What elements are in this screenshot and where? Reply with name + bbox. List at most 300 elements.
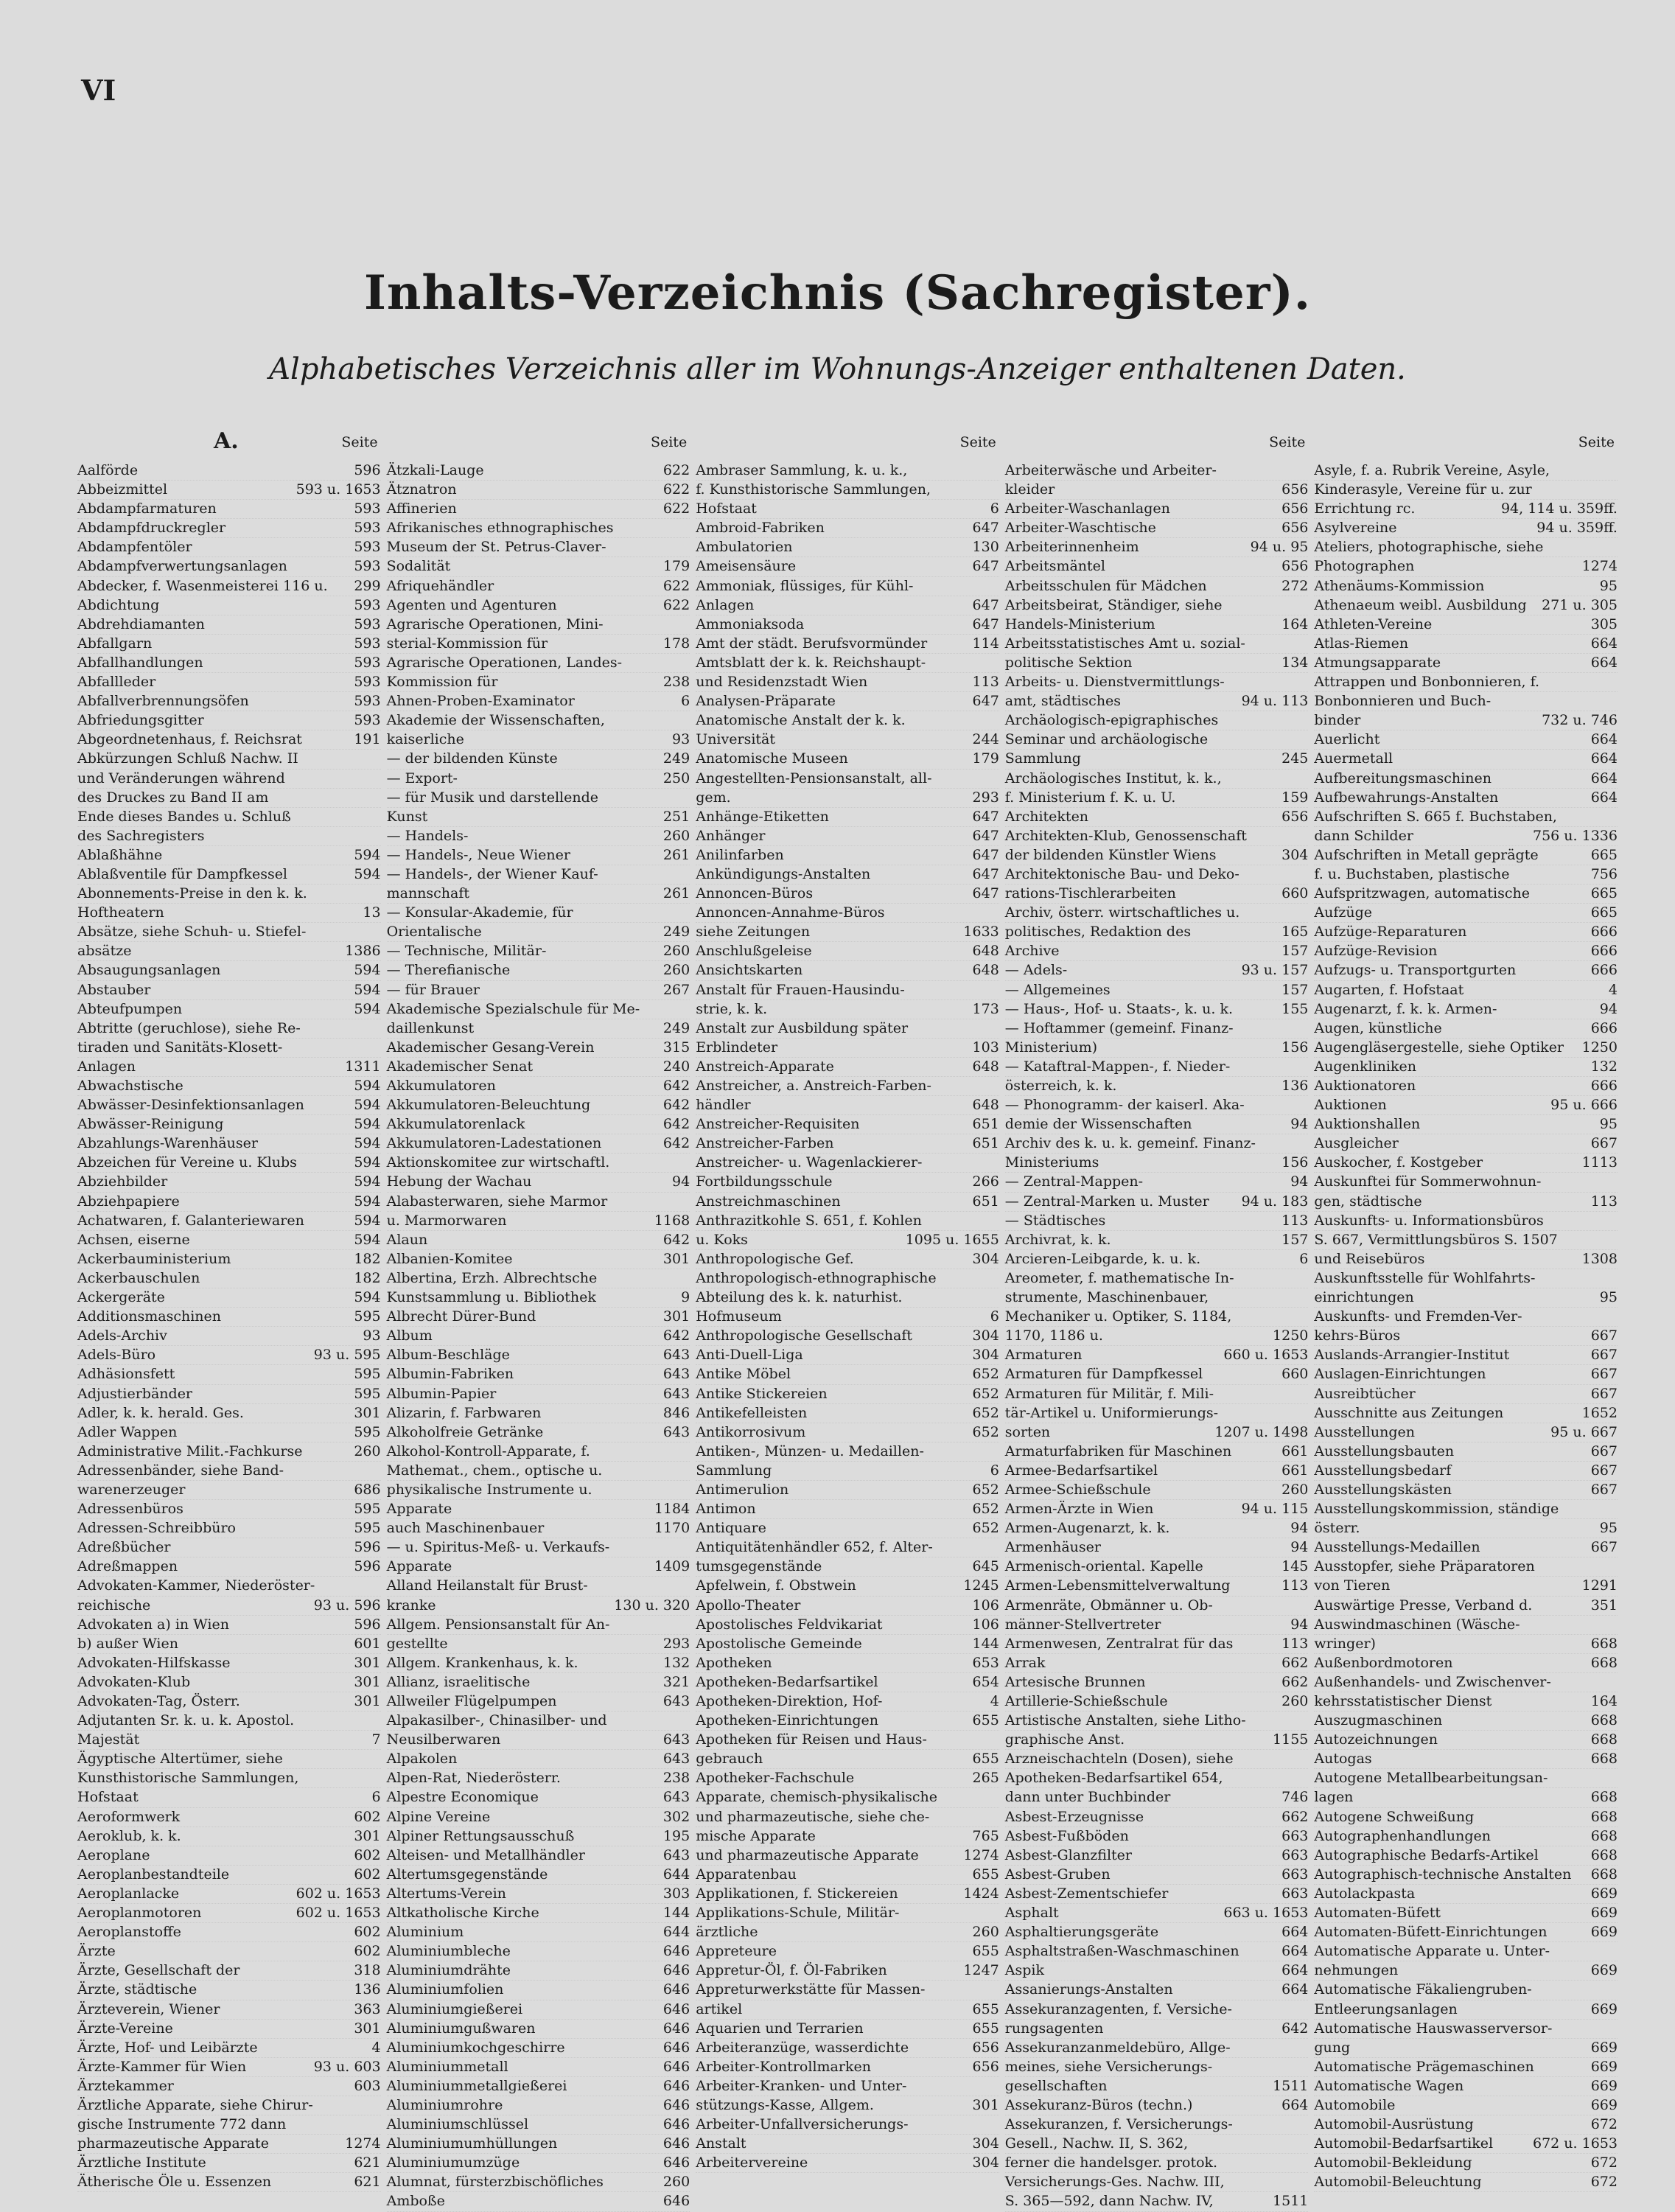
seite-label: Seite xyxy=(959,434,996,450)
index-entry xyxy=(696,1577,999,1596)
index-columns xyxy=(77,428,1618,2210)
entry-term: dann unter Buchbinder xyxy=(1004,1789,1171,1806)
entry-term: Augenkliniken xyxy=(1314,1058,1416,1075)
entry-page-number xyxy=(1304,1269,1308,1288)
entry-page-number: 646 xyxy=(662,2000,690,2017)
entry-term: Universität xyxy=(696,731,775,748)
entry-page-number: 132 xyxy=(662,1654,690,1671)
entry-page-number: 594 xyxy=(354,1193,381,1210)
entry-term: Automatische Hauswasserversor- xyxy=(1314,2020,1553,2037)
entry-term: Auswärtige Presse, Verband d. xyxy=(1314,1597,1533,1613)
index-entry xyxy=(696,961,999,980)
entry-term: Augengläsergestelle, siehe Optiker xyxy=(1314,1039,1564,1056)
entry-page-number: 666 xyxy=(1590,924,1618,941)
entry-page-number: 642 xyxy=(662,1231,690,1248)
entry-page-number: 179 xyxy=(662,558,690,575)
index-entry xyxy=(696,1193,999,1212)
entry-term: Ärzte-Vereine xyxy=(77,2020,173,2037)
entry-page-number: 648 xyxy=(972,1097,999,1114)
index-entry xyxy=(77,2058,381,2077)
entry-page-number xyxy=(1613,1942,1618,1961)
entry-term: Akkumulatoren xyxy=(386,1078,496,1094)
index-entry xyxy=(387,981,690,1000)
entry-page-number xyxy=(995,1077,999,1095)
entry-page-number: 643 xyxy=(662,1693,690,1709)
entry-page-number: 656 xyxy=(972,2039,999,2056)
entry-term: — Export- xyxy=(386,770,458,786)
index-entry xyxy=(387,1731,690,1750)
entry-page-number: 655 xyxy=(972,1943,999,1960)
entry-page-number: 647 xyxy=(972,615,999,632)
index-entry xyxy=(387,615,690,635)
entry-term: männer-Stellvertreter xyxy=(1004,1616,1161,1633)
index-entry xyxy=(1005,1616,1309,1635)
entry-page-number xyxy=(377,2096,381,2115)
entry-term: ferner die handelsger. protok. xyxy=(1004,2155,1218,2171)
entry-term: Anatomische Anstalt der k. k. xyxy=(696,712,906,729)
entry-term: 1170, 1186 u. xyxy=(1004,1327,1103,1344)
entry-term: Anatomische Museen xyxy=(696,750,848,767)
index-entry xyxy=(77,557,381,576)
entry-term: Abtritte (geruchlose), siehe Re- xyxy=(77,1019,301,1036)
entry-term: Aufbewahrungs-Anstalten xyxy=(1314,789,1499,806)
index-entry xyxy=(1314,1404,1618,1423)
entry-page-number: 765 xyxy=(972,1827,999,1844)
entry-term: strie, k. k. xyxy=(696,1000,768,1017)
entry-page-number xyxy=(995,481,999,499)
entry-page-number: 644 xyxy=(662,1924,690,1941)
entry-page-number xyxy=(995,1442,999,1461)
entry-term: Abstauber xyxy=(77,981,151,998)
entry-page-number xyxy=(1613,1500,1618,1518)
entry-page-number: 664 xyxy=(1281,1943,1309,1960)
entry-term: Anstreicher, a. Anstreich-Farben- xyxy=(696,1078,931,1094)
entry-term: Albrecht Dürer-Bund xyxy=(386,1308,536,1325)
entry-page-number: 594 xyxy=(354,1097,381,1114)
index-entry xyxy=(696,1212,999,1231)
entry-term: graphische Anst. xyxy=(1004,1731,1125,1748)
index-entry xyxy=(1005,2000,1309,2020)
entry-page-number: 94 xyxy=(1290,1116,1309,1133)
entry-page-number: 1250 xyxy=(1273,1327,1309,1344)
entry-term: Apotheken-Einrichtungen xyxy=(696,1712,879,1729)
entry-page-number xyxy=(995,1269,999,1288)
entry-term: Alizarin, f. Farbwaren xyxy=(386,1404,542,1421)
index-entry xyxy=(1314,942,1618,961)
index-entry xyxy=(1314,1557,1618,1577)
index-entry xyxy=(696,1039,999,1058)
entry-term: Auktionen xyxy=(1314,1097,1387,1114)
entry-page-number xyxy=(995,2115,999,2134)
index-entry xyxy=(1314,981,1618,1000)
entry-page-number xyxy=(377,770,381,788)
index-entry xyxy=(696,1692,999,1712)
index-entry xyxy=(387,1193,690,1212)
entry-term: Ausstopfer, siehe Präparatoren xyxy=(1314,1558,1535,1575)
entry-term: Hofstaat xyxy=(77,1789,139,1806)
entry-term: Akademischer Senat xyxy=(386,1058,534,1075)
index-entry xyxy=(696,923,999,942)
entry-term: siehe Zeitungen xyxy=(696,924,811,941)
entry-term: Atmungsapparate xyxy=(1314,654,1441,671)
index-entry xyxy=(1314,750,1618,769)
entry-page-number: 664 xyxy=(1590,731,1618,748)
index-entry xyxy=(77,1231,381,1250)
index-entry xyxy=(387,2020,690,2039)
entry-term: Antike Stickereien xyxy=(696,1385,828,1402)
index-entry xyxy=(1314,654,1618,673)
entry-term: Apotheken-Direktion, Hof- xyxy=(696,1693,883,1709)
entry-page-number: 93 u. 595 xyxy=(313,1347,381,1364)
entry-page-number: 301 xyxy=(354,1693,381,1709)
entry-page-number: 1511 xyxy=(1273,2077,1309,2094)
page-title: Inhalts-Verzeichnis (Sachregister). xyxy=(363,265,1312,321)
entry-term: Architektonische Bau- und Deko- xyxy=(1004,865,1239,882)
entry-page-number: 299 xyxy=(354,577,381,594)
entry-page-number: 660 u. 1653 xyxy=(1223,1347,1309,1364)
entry-term: Autogene Metallbearbeitungsan- xyxy=(1314,1770,1548,1787)
entry-page-number: 595 xyxy=(354,1501,381,1518)
index-entry xyxy=(1005,981,1309,1000)
entry-term: Armen-Ärzte in Wien xyxy=(1004,1501,1154,1518)
entry-page-number xyxy=(685,904,690,922)
index-entry xyxy=(387,730,690,750)
entry-term: Errichtung rc. xyxy=(1314,500,1416,517)
index-entry xyxy=(387,1327,690,1346)
entry-page-number xyxy=(1613,692,1618,711)
index-entry xyxy=(387,1654,690,1673)
entry-page-number xyxy=(1304,1308,1308,1326)
entry-page-number: 94, 114 u. 359ff. xyxy=(1500,500,1618,517)
entry-term: Asphaltierungsgeräte xyxy=(1004,1924,1159,1941)
entry-term: Apparatenbau xyxy=(696,1866,797,1883)
entry-term: mannschaft xyxy=(386,885,470,902)
index-entry xyxy=(77,596,381,615)
index-entry xyxy=(77,1904,381,1923)
entry-page-number xyxy=(1304,1712,1308,1730)
entry-term: Athenäums-Kommission xyxy=(1314,577,1485,594)
entry-page-number: 656 xyxy=(1281,808,1309,825)
index-entry xyxy=(1005,808,1309,827)
entry-page-number xyxy=(377,1712,381,1730)
entry-page-number xyxy=(1613,808,1618,826)
index-entry xyxy=(1005,1981,1309,2000)
entry-page-number: 1247 xyxy=(963,1962,999,1979)
entry-term: Achsen, eiserne xyxy=(77,1231,190,1248)
entry-term: Albertina, Erzh. Albrechtsche xyxy=(386,1269,598,1286)
entry-page-number: 9 xyxy=(681,1289,690,1306)
entry-page-number: 165 xyxy=(1281,924,1309,941)
index-entry xyxy=(387,1404,690,1423)
index-entry xyxy=(77,2135,381,2154)
entry-page-number: 646 xyxy=(662,1943,690,1960)
entry-page-number: 669 xyxy=(1590,1885,1618,1902)
entry-term: Kunst xyxy=(386,808,428,825)
entry-page-number: 666 xyxy=(1590,962,1618,979)
entry-page-number: 660 xyxy=(1281,885,1309,902)
index-entry xyxy=(696,904,999,923)
entry-page-number xyxy=(685,1462,690,1480)
index-entry xyxy=(1005,1557,1309,1577)
entry-term: Amt der städt. Berufsvormünder xyxy=(696,635,928,652)
index-entry xyxy=(696,1308,999,1327)
index-entry xyxy=(696,1423,999,1442)
entry-term: Aeroplanmotoren xyxy=(77,1905,202,1922)
index-entry xyxy=(1005,1769,1309,1788)
index-entry xyxy=(77,904,381,923)
entry-term: Album xyxy=(386,1327,433,1344)
entry-page-number: 249 xyxy=(662,924,690,941)
entry-term: Arbeiter-Unfallversicherungs- xyxy=(696,2116,909,2133)
index-entry xyxy=(1314,865,1618,885)
entry-term: Alland Heilanstalt für Brust- xyxy=(386,1577,588,1594)
entry-page-number: 652 xyxy=(972,1520,999,1537)
entry-page-number xyxy=(377,885,381,903)
entry-term: Sammlung xyxy=(1004,750,1081,767)
index-entry xyxy=(1005,1692,1309,1712)
entry-term: sterial-Kommission für xyxy=(386,635,548,652)
index-entry xyxy=(387,1481,690,1500)
entry-term: Adjustierbänder xyxy=(77,1385,193,1402)
entry-page-number: 656 xyxy=(1281,520,1309,537)
entry-page-number: 1311 xyxy=(345,1058,381,1075)
entry-term: Arbeitsschulen für Mädchen xyxy=(1004,577,1207,594)
index-entry xyxy=(1314,1519,1618,1538)
entry-page-number xyxy=(995,904,999,922)
index-entry xyxy=(1314,1788,1618,1807)
entry-page-number: 732 u. 746 xyxy=(1542,712,1618,729)
entry-term: Assekuranzen, f. Versicherungs- xyxy=(1004,2116,1233,2133)
entry-page-number: 304 xyxy=(1281,846,1309,863)
entry-term: Abfallgarn xyxy=(77,635,153,652)
index-entry xyxy=(1314,2154,1618,2173)
entry-term: Ärztliche Apparate, siehe Chirur- xyxy=(77,2096,313,2113)
entry-page-number: 93 u. 596 xyxy=(313,1597,381,1613)
entry-term: Armee-Schießschule xyxy=(1004,1481,1151,1498)
entry-page-number: 593 xyxy=(354,712,381,729)
entry-page-number: 1424 xyxy=(963,1885,999,1902)
index-entry xyxy=(387,1981,690,2000)
index-entry xyxy=(1005,1846,1309,1866)
index-entry xyxy=(387,2039,690,2058)
index-entry xyxy=(1005,885,1309,904)
index-entry xyxy=(77,711,381,730)
entry-term: Aluminiumumhüllungen xyxy=(386,2135,558,2152)
entry-page-number xyxy=(377,808,381,826)
index-entry xyxy=(1314,1115,1618,1134)
entry-page-number: 643 xyxy=(662,1751,690,1768)
entry-term: Ausstellungs-Medaillen xyxy=(1314,1539,1480,1556)
entry-page-number: 1308 xyxy=(1581,1250,1618,1267)
index-entry xyxy=(696,1635,999,1654)
entry-term: Aeroplanlacke xyxy=(77,1885,180,1902)
entry-page-number: 663 xyxy=(1281,1827,1309,1844)
index-entry xyxy=(77,2020,381,2039)
entry-page-number: 301 xyxy=(354,1827,381,1844)
entry-term: reichische xyxy=(77,1597,151,1613)
entry-term: Aeroplanstoffe xyxy=(77,1924,181,1941)
entry-term: Adressenbänder, siehe Band- xyxy=(77,1462,284,1479)
index-entry xyxy=(1005,1519,1309,1538)
index-entry xyxy=(696,1731,999,1750)
index-entry xyxy=(696,1019,999,1039)
entry-page-number: 642 xyxy=(662,1116,690,1133)
entry-term: Aluminiummetall xyxy=(386,2058,508,2075)
entry-term: politische Sektion xyxy=(1004,654,1133,671)
index-entry xyxy=(1314,1058,1618,1077)
index-entry xyxy=(1314,789,1618,808)
entry-page-number: 655 xyxy=(972,2000,999,2017)
entry-term: Aufspritzwagen, automatische xyxy=(1314,885,1530,902)
index-entry xyxy=(387,1115,690,1134)
entry-term: Abfallhandlungen xyxy=(77,654,203,671)
entry-term: gen, städtische xyxy=(1314,1193,1422,1210)
entry-term: Automobil-Beleuchtung xyxy=(1314,2174,1482,2191)
index-entry xyxy=(1314,1134,1618,1154)
entry-term: Ausgleicher xyxy=(1314,1135,1399,1152)
entry-page-number xyxy=(1304,2039,1308,2057)
index-entry xyxy=(1005,1808,1309,1827)
entry-term: und Residenzstadt Wien xyxy=(696,674,868,691)
entry-term: Applikations-Schule, Militär- xyxy=(696,1905,900,1922)
entry-term: des Druckes zu Band II am xyxy=(77,789,269,806)
index-entry xyxy=(77,1673,381,1692)
entry-term: Ankündigungs-Anstalten xyxy=(696,865,871,882)
entry-term: Ambroid-Fabriken xyxy=(696,520,825,537)
entry-term: rations-Tischlerarbeiten xyxy=(1004,885,1176,902)
entry-term: Administrative Milit.-Fachkurse xyxy=(77,1442,303,1459)
index-entry xyxy=(387,961,690,980)
entry-page-number: 601 xyxy=(354,1635,381,1652)
entry-term: Aeroklub, k. k. xyxy=(77,1827,181,1844)
entry-page-number: 93 u. 603 xyxy=(313,2058,381,2075)
entry-page-number: 351 xyxy=(1590,1597,1618,1613)
entry-term: Absaugungsanlagen xyxy=(77,962,221,979)
index-entry xyxy=(1005,1635,1309,1654)
entry-page-number xyxy=(685,1616,690,1634)
index-entry xyxy=(1314,1731,1618,1750)
entry-term: Adler Wappen xyxy=(77,1423,178,1440)
index-entry xyxy=(387,1866,690,1885)
entry-term: Anlagen xyxy=(77,1058,136,1075)
index-column xyxy=(1314,428,1618,2191)
entry-term: des Sachregisters xyxy=(77,827,205,844)
entry-term: Aeroplanbestandteile xyxy=(77,1866,230,1883)
index-entry xyxy=(77,1942,381,1961)
index-entry xyxy=(387,1904,690,1923)
entry-page-number: 6 xyxy=(990,1308,999,1325)
index-entry xyxy=(77,1866,381,1885)
entry-page-number: 260 xyxy=(1281,1693,1309,1709)
index-entry xyxy=(387,1288,690,1308)
index-entry xyxy=(1005,1327,1309,1346)
entry-page-number: 647 xyxy=(972,693,999,710)
entry-page-number: 250 xyxy=(662,770,690,786)
entry-page-number: 664 xyxy=(1281,1924,1309,1941)
index-entry xyxy=(387,1635,690,1654)
index-entry xyxy=(696,2154,999,2173)
entry-term: Adressen-Schreibbüro xyxy=(77,1520,236,1537)
entry-page-number: 1386 xyxy=(345,943,381,960)
column-header xyxy=(1314,428,1618,457)
entry-term: Advokaten-Kammer, Niederöster- xyxy=(77,1577,315,1594)
entry-page-number: 595 xyxy=(354,1520,381,1537)
index-entry xyxy=(387,1519,690,1538)
entry-term: Kinderasyle, Vereine für u. zur xyxy=(1314,481,1532,498)
entry-page-number: 646 xyxy=(662,1962,690,1979)
page-subtitle: Alphabetisches Verzeichnis aller im Wohnungs-Anzeiger enthaltenen Daten. xyxy=(269,352,1406,386)
index-entry xyxy=(696,1288,999,1308)
index-entry xyxy=(77,961,381,980)
entry-page-number: 130 u. 320 xyxy=(614,1597,690,1613)
entry-term: Aeroplane xyxy=(77,1846,150,1863)
entry-page-number: 1652 xyxy=(1581,1404,1618,1421)
entry-page-number: 669 xyxy=(1590,2000,1618,2017)
entry-term: Asbest-Glanzfilter xyxy=(1004,1846,1133,1863)
entry-page-number xyxy=(1613,1981,1618,1999)
index-entry xyxy=(387,2173,690,2192)
index-entry xyxy=(1005,2058,1309,2077)
entry-page-number: 668 xyxy=(1590,1789,1618,1806)
index-entry xyxy=(387,1442,690,1462)
entry-page-number: 602 u. 1653 xyxy=(296,1905,381,1922)
entry-term: Aufzugs- u. Transportgurten xyxy=(1314,962,1517,979)
index-entry xyxy=(1005,1597,1309,1616)
entry-page-number xyxy=(1304,904,1308,922)
entry-term: Anthropologisch-ethnographische xyxy=(696,1269,937,1286)
entry-term: Abziehbilder xyxy=(77,1173,168,1190)
entry-term: Ackerbauministerium xyxy=(77,1250,231,1267)
entry-term: Advokaten a) in Wien xyxy=(77,1616,229,1633)
entry-term: f. Kunsthistorische Sammlungen, xyxy=(696,481,931,498)
entry-term: Apparate xyxy=(386,1501,452,1518)
index-entry xyxy=(1005,1500,1309,1519)
entry-page-number xyxy=(995,981,999,999)
entry-term: — Phonogramm- der kaiserl. Aka- xyxy=(1004,1097,1245,1114)
index-entry xyxy=(77,1288,381,1308)
index-entry xyxy=(77,1039,381,1058)
entry-page-number: 266 xyxy=(972,1173,999,1190)
index-entry xyxy=(387,2154,690,2173)
index-entry xyxy=(1005,1654,1309,1673)
index-entry xyxy=(77,1635,381,1654)
entry-term: binder xyxy=(1314,712,1361,729)
entry-page-number: 645 xyxy=(972,1558,999,1575)
index-entry xyxy=(1314,1808,1618,1827)
index-entry xyxy=(387,1019,690,1039)
index-entry xyxy=(696,750,999,769)
entry-term: Annoncen-Büros xyxy=(696,885,814,902)
entry-page-number: 157 xyxy=(1281,943,1309,960)
index-entry xyxy=(1005,1058,1309,1077)
index-entry xyxy=(696,981,999,1000)
entry-page-number xyxy=(1613,1557,1618,1576)
entry-page-number: 646 xyxy=(662,2039,690,2056)
index-entry xyxy=(387,577,690,596)
entry-term: Aufschriften in Metall geprägte xyxy=(1314,846,1539,863)
entry-term: Ammoniak, flüssiges, für Kühl- xyxy=(696,577,914,594)
entry-term: Aluminium xyxy=(386,1924,464,1941)
entry-page-number: 156 xyxy=(1281,1039,1309,1056)
entry-page-number: 746 xyxy=(1281,1789,1309,1806)
entry-term: Antimerulion xyxy=(696,1481,789,1498)
index-entry xyxy=(696,1173,999,1192)
entry-page-number: 301 xyxy=(354,1404,381,1421)
entry-page-number: 669 xyxy=(1590,1962,1618,1979)
index-entry xyxy=(1005,519,1309,538)
entry-term: Album-Beschläge xyxy=(386,1347,510,1364)
entry-page-number: 95 u. 666 xyxy=(1550,1097,1618,1114)
